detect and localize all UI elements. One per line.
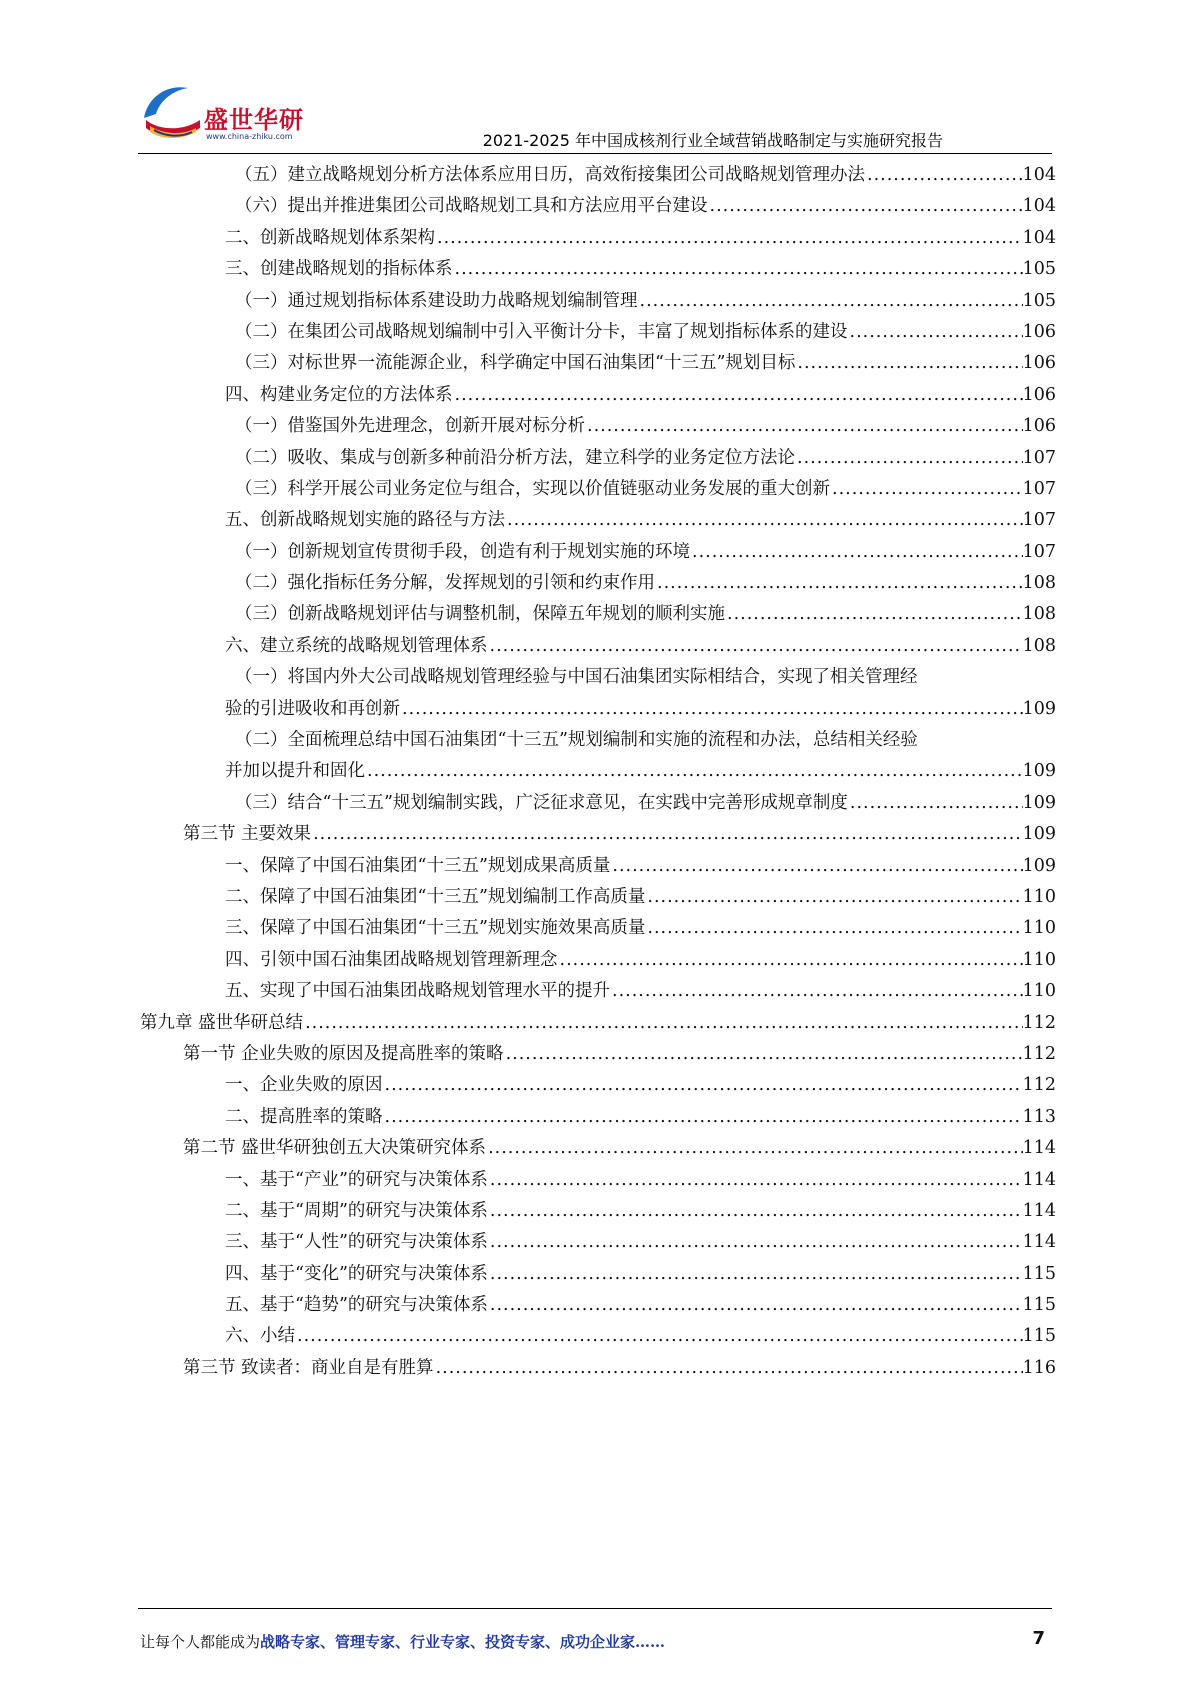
footer-slogan-highlight: 战略专家、管理专家、行业专家、投资专家、成功企业家…… bbox=[260, 1633, 666, 1651]
toc-entry[interactable] bbox=[140, 286, 1056, 317]
toc-leader-dots bbox=[488, 1165, 1023, 1196]
toc-page-number: 110 bbox=[1022, 887, 1056, 908]
toc-leader-dots bbox=[400, 694, 1023, 725]
toc-page-number: 112 bbox=[1022, 1075, 1056, 1096]
toc-entry[interactable] bbox=[140, 851, 1056, 882]
toc-page-number: 106 bbox=[1022, 353, 1056, 374]
logo-book-icon bbox=[138, 78, 208, 148]
toc-entry[interactable] bbox=[140, 443, 1056, 474]
toc-leader-dots bbox=[303, 1008, 1023, 1039]
toc-page-number: 106 bbox=[1022, 384, 1056, 405]
toc-leader-dots bbox=[725, 599, 1023, 630]
toc-page-number: 108 bbox=[1022, 573, 1056, 594]
page-number: 7 bbox=[1032, 1628, 1045, 1649]
toc-leader-dots bbox=[365, 756, 1023, 787]
toc-entry[interactable] bbox=[140, 348, 1056, 379]
toc-page-number: 106 bbox=[1022, 416, 1056, 437]
toc-leader-dots bbox=[610, 851, 1022, 882]
toc-entry[interactable] bbox=[140, 1133, 1056, 1164]
toc-entry-text: 一、企业失败的原因 bbox=[225, 1075, 383, 1096]
toc-page-number: 112 bbox=[1022, 1012, 1056, 1033]
toc-entry[interactable] bbox=[140, 537, 1056, 568]
toc-page-number: 110 bbox=[1022, 949, 1056, 970]
toc-entry[interactable] bbox=[140, 1070, 1056, 1101]
toc-entry[interactable] bbox=[140, 160, 1056, 191]
toc-entry[interactable] bbox=[140, 380, 1056, 411]
toc-entry-text: 六、建立系统的战略规划管理体系 bbox=[225, 635, 488, 656]
toc-entry-text: 第三节 主要效果 bbox=[183, 824, 312, 845]
table-of-contents bbox=[140, 160, 1056, 1384]
toc-leader-dots bbox=[848, 317, 1023, 348]
toc-page-number: 110 bbox=[1022, 981, 1056, 1002]
toc-page-number: 105 bbox=[1022, 290, 1056, 311]
toc-entry-text: （二）吸收、集成与创新多种前沿分析方法，建立科学的业务定位方法论 bbox=[235, 447, 795, 468]
toc-entry[interactable] bbox=[140, 1102, 1056, 1133]
toc-entry-text: （三）对标世界一流能源企业，科学确定中国石油集团“十三五”规划目标 bbox=[235, 353, 796, 374]
toc-page-number: 109 bbox=[1022, 761, 1056, 782]
toc-leader-dots bbox=[848, 788, 1023, 819]
toc-leader-dots bbox=[383, 1070, 1023, 1101]
toc-leader-dots bbox=[830, 474, 1023, 505]
toc-entry-text: （二）全面梳理总结中国石油集团“十三五”规划编制和实施的流程和办法，总结相关经验 bbox=[235, 730, 918, 751]
company-logo bbox=[138, 78, 308, 150]
toc-entry[interactable] bbox=[140, 913, 1056, 944]
toc-entry-text: 二、基于“周期”的研究与决策体系 bbox=[225, 1200, 488, 1221]
logo-url: www.china-zhiku.com bbox=[206, 132, 293, 141]
toc-leader-dots bbox=[488, 1227, 1023, 1258]
toc-page-number: 113 bbox=[1022, 1106, 1056, 1127]
toc-entry[interactable] bbox=[140, 191, 1056, 222]
toc-page-number: 115 bbox=[1022, 1295, 1056, 1316]
toc-page-number: 114 bbox=[1022, 1200, 1056, 1221]
toc-page-number: 114 bbox=[1022, 1138, 1056, 1159]
toc-entry[interactable] bbox=[140, 411, 1056, 442]
toc-entry-text: （三）科学开展公司业务定位与组合，实现以价值链驱动业务发展的重大创新 bbox=[235, 478, 830, 499]
toc-entry[interactable] bbox=[140, 1321, 1056, 1352]
toc-entry-text: （二）在集团公司战略规划编制中引入平衡计分卡，丰富了规划指标体系的建设 bbox=[235, 321, 848, 342]
toc-entry[interactable] bbox=[140, 976, 1056, 1007]
toc-entry[interactable] bbox=[140, 1227, 1056, 1258]
toc-page-number: 108 bbox=[1022, 635, 1056, 656]
toc-entry[interactable] bbox=[140, 1165, 1056, 1196]
toc-entry-text: 四、引领中国石油集团战略规划管理新理念 bbox=[225, 949, 558, 970]
toc-entry-text-continued: 验的引进吸收和再创新 bbox=[225, 698, 400, 719]
toc-entry[interactable] bbox=[140, 505, 1056, 536]
toc-entry-text: 二、创新战略规划体系架构 bbox=[225, 227, 435, 248]
toc-entry[interactable] bbox=[140, 882, 1056, 913]
toc-leader-dots bbox=[488, 1290, 1023, 1321]
toc-page-number: 112 bbox=[1022, 1043, 1056, 1064]
toc-leader-dots bbox=[795, 443, 1023, 474]
toc-entry-text: （一）借鉴国外先进理念，创新开展对标分析 bbox=[235, 416, 585, 437]
toc-entry-text: 五、创新战略规划实施的路径与方法 bbox=[225, 510, 505, 531]
toc-entry-text: （一）创新规划宣传贯彻手段，创造有利于规划实施的环境 bbox=[235, 541, 690, 562]
toc-entry-text: 四、构建业务定位的方法体系 bbox=[225, 384, 453, 405]
toc-leader-dots bbox=[558, 945, 1023, 976]
toc-entry-text: 二、保障了中国石油集团“十三五”规划编制工作高质量 bbox=[225, 887, 646, 908]
toc-entry-text: （三）创新战略规划评估与调整机制，保障五年规划的顺利实施 bbox=[235, 604, 725, 625]
toc-leader-dots bbox=[504, 1039, 1023, 1070]
toc-entry-text: 三、创建战略规划的指标体系 bbox=[225, 259, 453, 280]
toc-entry-text: 第九章 盛世华研总结 bbox=[140, 1012, 304, 1033]
toc-leader-dots bbox=[311, 819, 1023, 850]
footer-divider bbox=[138, 1608, 1052, 1609]
toc-entry[interactable] bbox=[140, 1008, 1056, 1039]
toc-entry[interactable] bbox=[140, 317, 1056, 348]
toc-entry[interactable] bbox=[140, 223, 1056, 254]
toc-page-number: 109 bbox=[1022, 698, 1056, 719]
toc-entry-text: （二）强化指标任务分解，发挥规划的引领和约束作用 bbox=[235, 573, 655, 594]
toc-leader-dots bbox=[645, 913, 1022, 944]
toc-leader-dots bbox=[383, 1102, 1023, 1133]
toc-page-number: 115 bbox=[1022, 1263, 1056, 1284]
toc-leader-dots bbox=[453, 254, 1023, 285]
toc-leader-dots bbox=[486, 1133, 1023, 1164]
toc-leader-dots bbox=[488, 631, 1023, 662]
toc-page-number: 108 bbox=[1022, 604, 1056, 625]
toc-page-number: 116 bbox=[1022, 1357, 1056, 1378]
toc-entry[interactable] bbox=[140, 1290, 1056, 1321]
header-divider bbox=[138, 153, 1052, 154]
toc-entry[interactable] bbox=[140, 945, 1056, 976]
toc-entry[interactable] bbox=[140, 474, 1056, 505]
report-title: 2021-2025 年中国成核剂行业全域营销战略制定与实施研究报告 bbox=[482, 131, 943, 150]
toc-entry-text: 三、基于“人性”的研究与决策体系 bbox=[225, 1232, 488, 1253]
toc-entry[interactable] bbox=[140, 1259, 1056, 1290]
toc-entry[interactable] bbox=[140, 1039, 1056, 1070]
toc-leader-dots bbox=[645, 882, 1022, 913]
toc-entry-text: 六、小结 bbox=[225, 1326, 295, 1347]
toc-entry-text: 五、实现了中国石油集团战略规划管理水平的提升 bbox=[225, 981, 610, 1002]
toc-entry-text: （一）将国内外大公司战略规划管理经验与中国石油集团实际相结合，实现了相关管理经 bbox=[235, 667, 918, 688]
toc-entry[interactable] bbox=[140, 725, 1056, 788]
toc-page-number: 105 bbox=[1022, 259, 1056, 280]
toc-page-number: 104 bbox=[1022, 227, 1056, 248]
toc-entry-text: 第三节 致读者：商业自是有胜算 bbox=[183, 1357, 434, 1378]
toc-page-number: 109 bbox=[1022, 824, 1056, 845]
toc-entry[interactable] bbox=[140, 819, 1056, 850]
toc-entry[interactable] bbox=[140, 1353, 1056, 1384]
toc-page-number: 107 bbox=[1022, 447, 1056, 468]
toc-leader-dots bbox=[865, 160, 1023, 191]
toc-entry-text: 五、基于“趋势”的研究与决策体系 bbox=[225, 1295, 488, 1316]
toc-entry-text-continued: 并加以提升和固化 bbox=[225, 761, 365, 782]
toc-page-number: 104 bbox=[1022, 196, 1056, 217]
toc-leader-dots bbox=[690, 537, 1023, 568]
toc-leader-dots bbox=[453, 380, 1023, 411]
toc-leader-dots bbox=[435, 223, 1023, 254]
toc-entry[interactable] bbox=[140, 788, 1056, 819]
toc-entry-text: 二、提高胜率的策略 bbox=[225, 1106, 383, 1127]
toc-entry-text: 一、基于“产业”的研究与决策体系 bbox=[225, 1169, 488, 1190]
toc-page-number: 109 bbox=[1022, 792, 1056, 813]
toc-leader-dots bbox=[585, 411, 1023, 442]
toc-page-number: 110 bbox=[1022, 918, 1056, 939]
toc-entry-text: 第二节 盛世华研独创五大决策研究体系 bbox=[183, 1138, 487, 1159]
toc-leader-dots bbox=[708, 191, 1023, 222]
toc-leader-dots bbox=[795, 348, 1022, 379]
toc-page-number: 107 bbox=[1022, 541, 1056, 562]
toc-entry[interactable] bbox=[140, 568, 1056, 599]
toc-page-number: 114 bbox=[1022, 1232, 1056, 1253]
toc-entry-text: （一）通过规划指标体系建设助力战略规划编制管理 bbox=[235, 290, 638, 311]
toc-entry[interactable] bbox=[140, 254, 1056, 285]
toc-leader-dots bbox=[488, 1196, 1023, 1227]
toc-leader-dots bbox=[610, 976, 1023, 1007]
toc-entry-text: （三）结合“十三五”规划编制实践，广泛征求意见，在实践中完善形成规章制度 bbox=[235, 792, 848, 813]
toc-leader-dots bbox=[505, 505, 1023, 536]
toc-leader-dots bbox=[434, 1353, 1023, 1384]
toc-entry[interactable] bbox=[140, 631, 1056, 662]
toc-page-number: 114 bbox=[1022, 1169, 1056, 1190]
toc-entry[interactable] bbox=[140, 662, 1056, 725]
toc-page-number: 107 bbox=[1022, 510, 1056, 531]
page-header bbox=[0, 0, 1191, 155]
toc-page-number: 115 bbox=[1022, 1326, 1056, 1347]
toc-page-number: 109 bbox=[1022, 855, 1056, 876]
toc-entry-text: （六）提出并推进集团公司战略规划工具和方法应用平台建设 bbox=[235, 196, 708, 217]
toc-page-number: 104 bbox=[1022, 165, 1056, 185]
toc-page-number: 107 bbox=[1022, 478, 1056, 499]
logo-name: 盛世华研 bbox=[204, 106, 304, 134]
toc-page-number: 106 bbox=[1022, 321, 1056, 342]
toc-leader-dots bbox=[295, 1321, 1023, 1352]
toc-entry-text: 四、基于“变化”的研究与决策体系 bbox=[225, 1263, 488, 1284]
footer-slogan bbox=[140, 1631, 665, 1652]
toc-leader-dots bbox=[638, 286, 1023, 317]
toc-leader-dots bbox=[488, 1259, 1023, 1290]
toc-entry-text: （五）建立战略规划分析方法体系应用日历，高效衔接集团公司战略规划管理办法 bbox=[235, 165, 865, 185]
toc-entry[interactable] bbox=[140, 1196, 1056, 1227]
toc-entry[interactable] bbox=[140, 599, 1056, 630]
toc-entry-text: 三、保障了中国石油集团“十三五”规划实施效果高质量 bbox=[225, 918, 646, 939]
toc-entry-text: 一、保障了中国石油集团“十三五”规划成果高质量 bbox=[225, 855, 611, 876]
footer-slogan-prefix: 让每个人都能成为 bbox=[140, 1633, 261, 1651]
toc-entry-text: 第一节 企业失败的原因及提高胜率的策略 bbox=[183, 1043, 504, 1064]
toc-leader-dots bbox=[655, 568, 1023, 599]
